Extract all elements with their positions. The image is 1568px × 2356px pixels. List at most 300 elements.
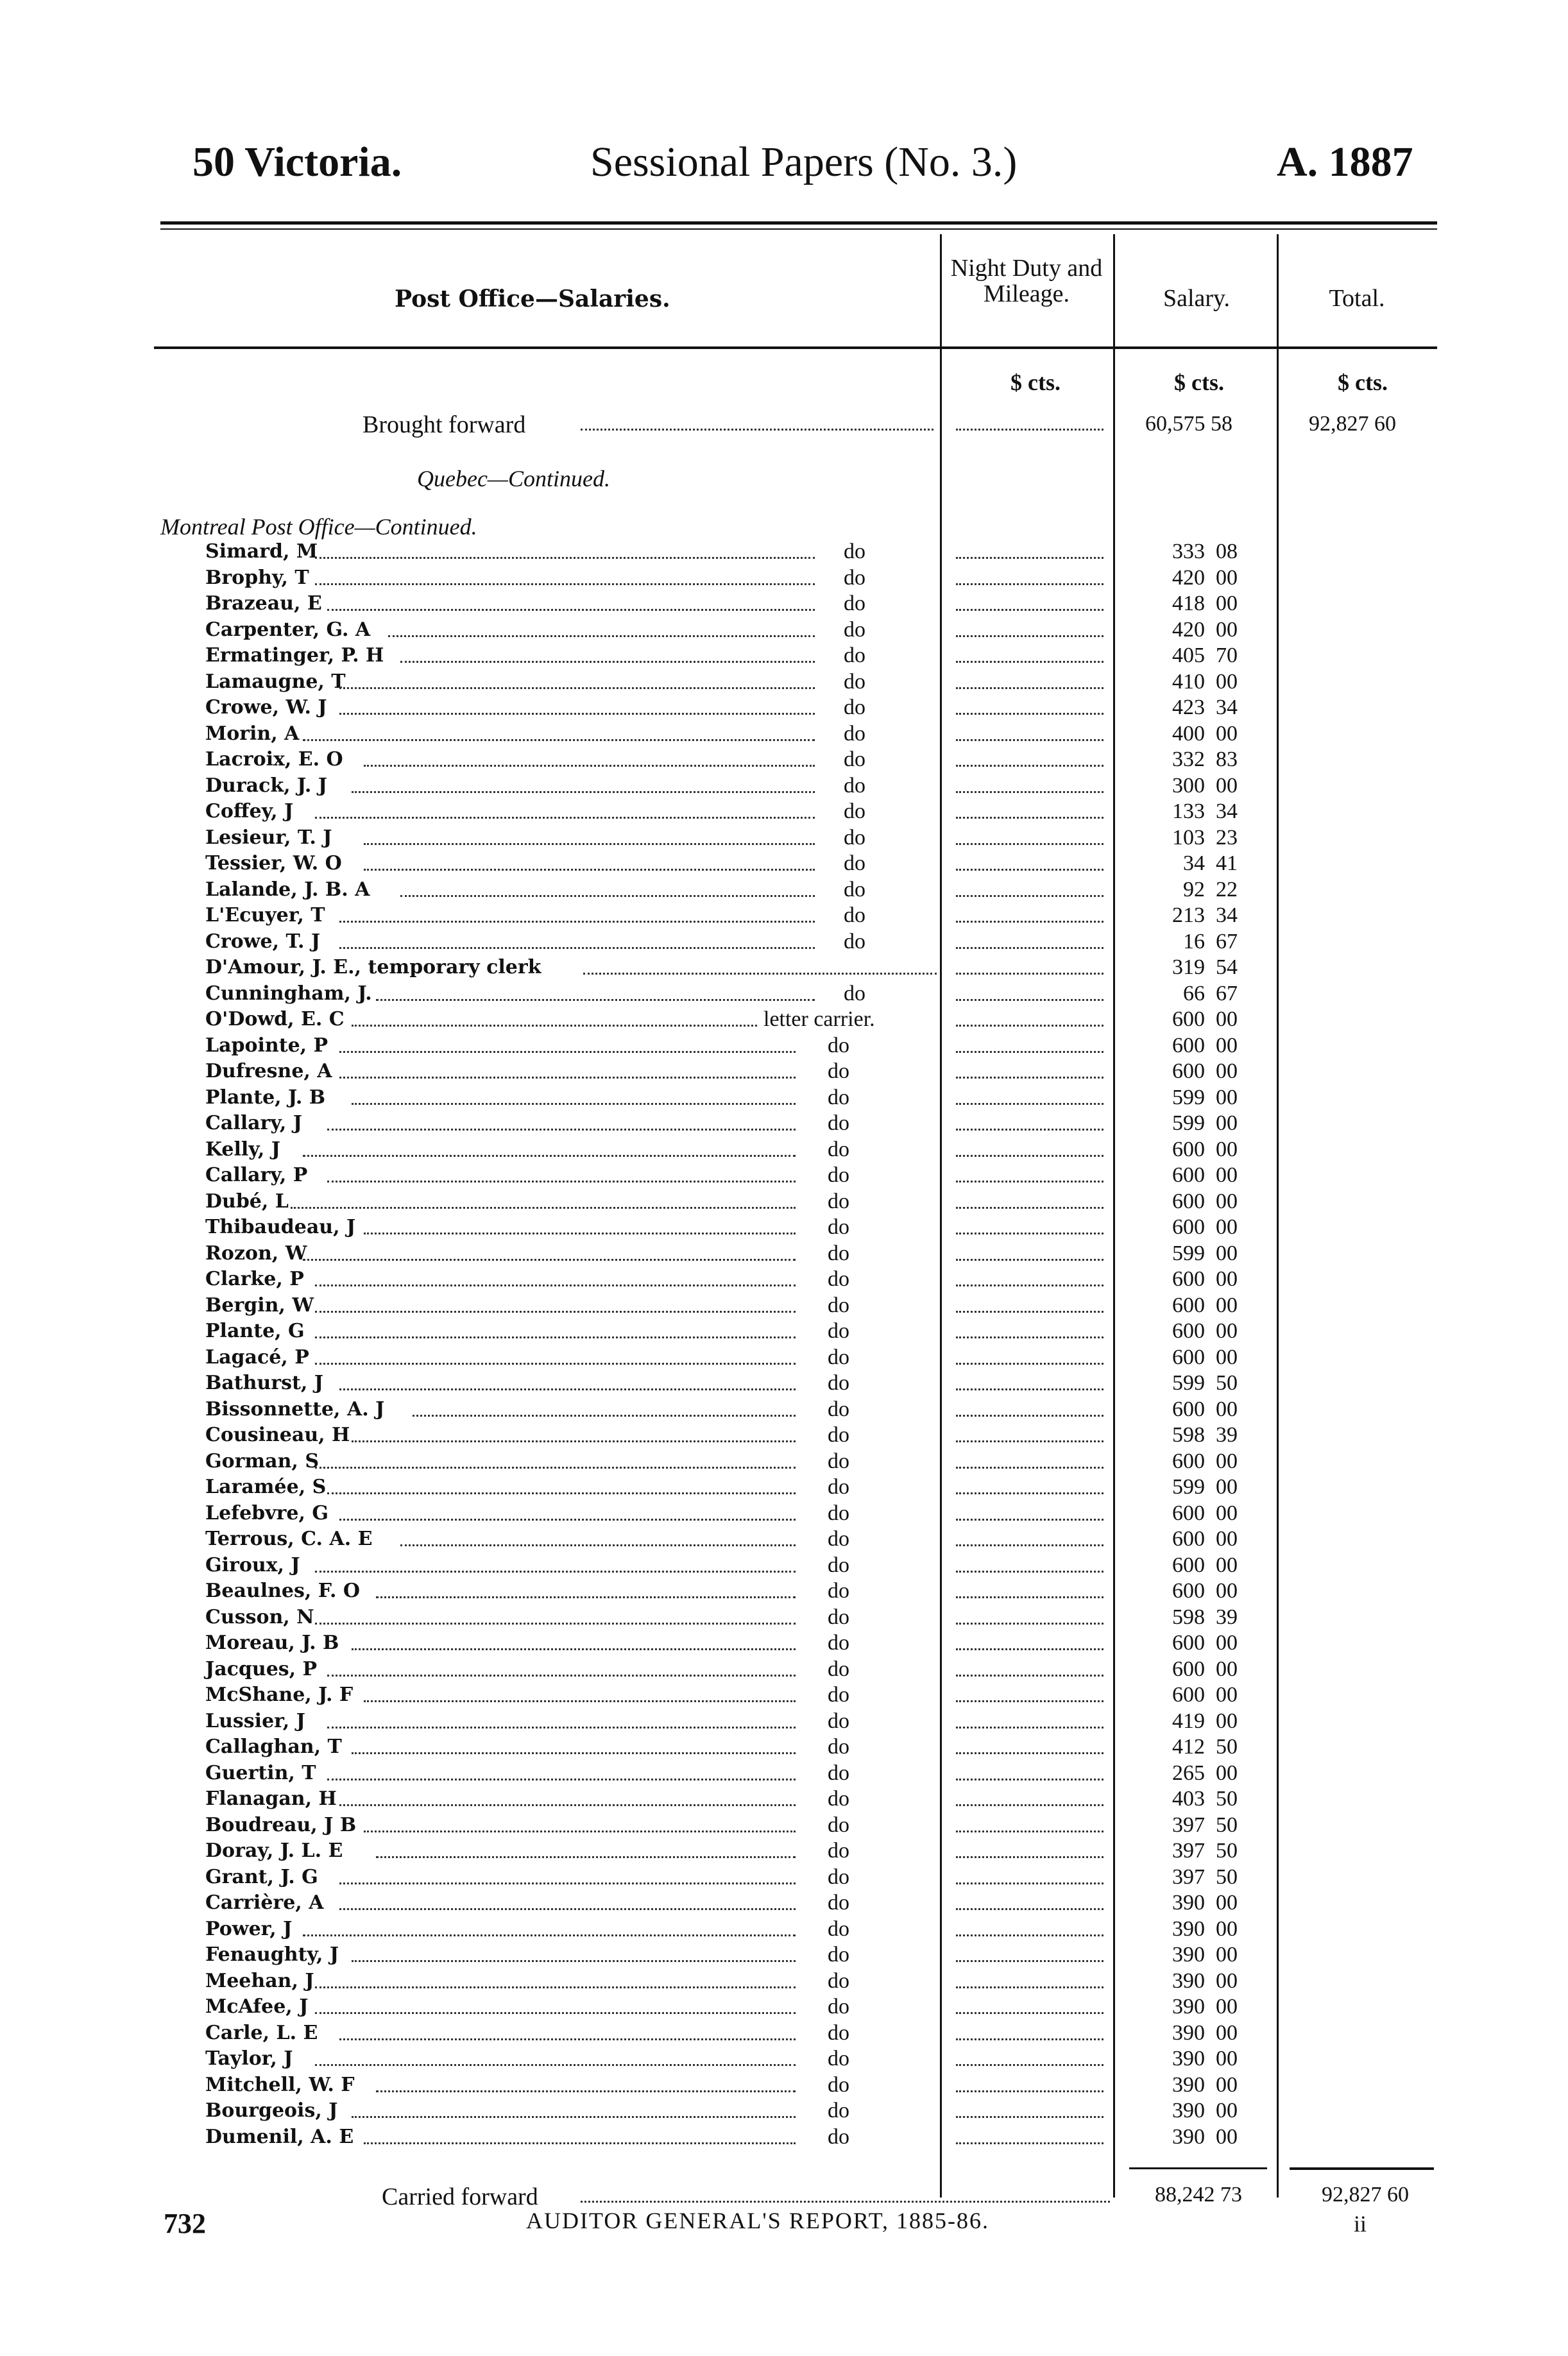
night-duty-leader bbox=[956, 921, 1104, 923]
salary-cents: 00 bbox=[1216, 1293, 1238, 1317]
salary-cents: 00 bbox=[1216, 617, 1238, 642]
night-duty-leader bbox=[956, 1934, 1104, 1936]
dot-leader bbox=[339, 687, 815, 689]
table-row bbox=[0, 1033, 1568, 1059]
employee-name: Bourgeois, J bbox=[205, 2099, 338, 2122]
employee-name: Crowe, W. J bbox=[205, 696, 327, 719]
employee-name: Thibaudeau, J bbox=[205, 1216, 356, 1238]
dot-leader bbox=[303, 1155, 796, 1157]
salary-dollars: 390 bbox=[1172, 2072, 1205, 2097]
table-row bbox=[0, 2124, 1568, 2150]
salary-dollars: 319 bbox=[1172, 955, 1205, 979]
salary-dollars: 600 bbox=[1172, 1501, 1205, 1525]
position-desc: do bbox=[844, 592, 865, 615]
header-year: A. 1887 bbox=[1277, 139, 1413, 185]
table-row bbox=[0, 1007, 1568, 1032]
table-row bbox=[0, 825, 1568, 851]
employee-name: Lalande, J. B. A bbox=[205, 878, 370, 901]
salary-dollars: 599 bbox=[1172, 1111, 1205, 1135]
salary-cents: 00 bbox=[1216, 1943, 1238, 1967]
employee-name: Gorman, S bbox=[205, 1449, 319, 1472]
employee-name: Lamaugne, T bbox=[205, 670, 346, 693]
dot-leader bbox=[315, 817, 815, 819]
dot-leader bbox=[364, 765, 815, 767]
salary-cents: 50 bbox=[1216, 1839, 1238, 1863]
table-row bbox=[0, 1163, 1568, 1188]
dot-leader bbox=[315, 557, 815, 559]
salary-dollars: 600 bbox=[1172, 1267, 1205, 1291]
table-row bbox=[0, 1345, 1568, 1370]
position-desc: do bbox=[844, 747, 865, 771]
table-title: Post Office—Salaries. bbox=[395, 286, 670, 312]
salary-dollars: 397 bbox=[1172, 1813, 1205, 1837]
employee-name: O'Dowd, E. C bbox=[205, 1008, 345, 1030]
employee-name: Plante, J. B bbox=[205, 1086, 326, 1109]
night-duty-leader bbox=[956, 1363, 1104, 1365]
employee-name: Coffey, J bbox=[205, 800, 294, 823]
salary-cents: 34 bbox=[1216, 799, 1238, 823]
position-desc: do bbox=[828, 1163, 849, 1187]
employee-name: Lagacé, P bbox=[205, 1345, 309, 1369]
table-row bbox=[0, 669, 1568, 695]
dot-leader bbox=[376, 2090, 796, 2092]
table-row bbox=[0, 1682, 1568, 1708]
salary-dollars: 390 bbox=[1172, 2099, 1205, 2122]
salary-cents: 54 bbox=[1216, 955, 1238, 979]
table-row bbox=[0, 955, 1568, 980]
salary-cents: 00 bbox=[1216, 1501, 1238, 1525]
employee-name: Bathurst, J bbox=[205, 1372, 323, 1394]
salary-cents: 00 bbox=[1216, 1215, 1238, 1239]
employee-name: Boudreau, J B bbox=[205, 1813, 357, 1836]
night-duty-leader bbox=[956, 1648, 1104, 1650]
dot-leader bbox=[364, 869, 815, 871]
night-duty-leader bbox=[956, 1129, 1104, 1131]
salary-cents: 23 bbox=[1216, 825, 1238, 849]
salary-dollars: 390 bbox=[1172, 2020, 1205, 2045]
salary-dollars: 420 bbox=[1172, 617, 1205, 642]
salary-dollars: 213 bbox=[1172, 903, 1205, 927]
employee-name: Brophy, T bbox=[205, 566, 309, 589]
table-row bbox=[0, 1501, 1568, 1526]
position-desc: do bbox=[844, 799, 865, 823]
table-row bbox=[0, 1994, 1568, 2020]
units-salary: $ cts. bbox=[1174, 370, 1224, 395]
salary-dollars: 420 bbox=[1172, 565, 1205, 590]
salary-cents: 50 bbox=[1216, 1865, 1238, 1889]
table-row bbox=[0, 799, 1568, 824]
night-duty-leader bbox=[956, 791, 1104, 793]
employee-name: Cousineau, H bbox=[205, 1424, 350, 1446]
dot-leader bbox=[315, 1571, 796, 1573]
employee-name: Grant, J. G bbox=[205, 1865, 318, 1888]
units-total: $ cts. bbox=[1338, 370, 1388, 395]
table-row bbox=[0, 2072, 1568, 2098]
col-salary: Salary. bbox=[1163, 285, 1231, 312]
table-row bbox=[0, 1397, 1568, 1422]
page-number: 732 bbox=[164, 2208, 206, 2239]
table-row bbox=[0, 773, 1568, 799]
table-row bbox=[0, 695, 1568, 721]
salary-dollars: 600 bbox=[1172, 1059, 1205, 1083]
salary-cents: 00 bbox=[1216, 1267, 1238, 1291]
carried-forward-label: Carried forward bbox=[382, 2183, 538, 2210]
table-row bbox=[0, 1241, 1568, 1267]
salary-dollars: 600 bbox=[1172, 1137, 1205, 1161]
position-desc: do bbox=[828, 1553, 849, 1577]
table-row bbox=[0, 1111, 1568, 1136]
salary-dollars: 600 bbox=[1172, 1189, 1205, 1213]
night-duty-leader bbox=[956, 1467, 1104, 1469]
dot-leader bbox=[352, 1440, 796, 1442]
salary-cents: 34 bbox=[1216, 696, 1238, 719]
units-night: $ cts. bbox=[1010, 370, 1061, 395]
salary-dollars: 103 bbox=[1172, 825, 1205, 849]
dot-leader bbox=[315, 1285, 796, 1286]
dot-leader bbox=[339, 1388, 796, 1390]
night-duty-leader bbox=[956, 1259, 1104, 1261]
salary-cents: 00 bbox=[1216, 1683, 1238, 1707]
table-row bbox=[0, 1630, 1568, 1656]
employee-name: Dumenil, A. E bbox=[205, 2125, 354, 2148]
dot-leader bbox=[327, 1181, 796, 1182]
table-row bbox=[0, 981, 1568, 1007]
table-row bbox=[0, 2046, 1568, 2072]
employee-name: Dufresne, A bbox=[205, 1060, 332, 1082]
position-desc: do bbox=[828, 1761, 849, 1785]
salary-cents: 00 bbox=[1216, 1527, 1238, 1551]
employee-name: Moreau, J. B bbox=[205, 1632, 339, 1654]
position-desc: do bbox=[828, 1371, 849, 1395]
table-row bbox=[0, 617, 1568, 643]
night-duty-leader bbox=[956, 1336, 1104, 1338]
dot-leader bbox=[400, 1544, 796, 1546]
sum-rule-total bbox=[1290, 2167, 1434, 2170]
salary-cents: 00 bbox=[1216, 1033, 1238, 1057]
night-duty-leader bbox=[956, 1596, 1104, 1598]
salary-cents: 00 bbox=[1216, 1761, 1238, 1785]
brought-forward-total: 92,827 60 bbox=[1309, 412, 1396, 436]
night-duty-leader bbox=[956, 739, 1104, 741]
night-duty-leader bbox=[956, 1908, 1104, 1910]
position-desc: do bbox=[844, 773, 865, 798]
position-desc: do bbox=[844, 669, 865, 694]
salary-cents: 00 bbox=[1216, 1891, 1238, 1915]
night-duty-leader bbox=[956, 2116, 1104, 2118]
employee-name: D'Amour, J. E., temporary clerk bbox=[205, 956, 541, 978]
employee-name: McShane, J. F bbox=[205, 1684, 354, 1706]
position-desc: do bbox=[828, 1215, 849, 1239]
position-desc: do bbox=[828, 1943, 849, 1967]
employee-name: L'Ecuyer, T bbox=[205, 904, 325, 926]
dot-leader bbox=[339, 1519, 796, 1521]
carried-forward-total: 92,827 60 bbox=[1322, 2183, 1409, 2207]
employee-name: Guertin, T bbox=[205, 1761, 316, 1784]
night-duty-leader bbox=[956, 2012, 1104, 2014]
salary-cents: 00 bbox=[1216, 1968, 1238, 1993]
salary-cents: 00 bbox=[1216, 1163, 1238, 1187]
position-desc: do bbox=[828, 2020, 849, 2045]
dot-leader bbox=[583, 973, 937, 975]
table-row bbox=[0, 929, 1568, 955]
employee-name: Simard, M bbox=[205, 540, 318, 563]
table-row bbox=[0, 1474, 1568, 1500]
dot-leader bbox=[339, 921, 815, 923]
night-duty-leader bbox=[956, 1675, 1104, 1677]
night-duty-leader bbox=[956, 1856, 1104, 1858]
night-duty-leader bbox=[956, 1077, 1104, 1079]
position-desc: do bbox=[828, 1319, 849, 1343]
salary-cents: 00 bbox=[1216, 2099, 1238, 2122]
salary-dollars: 265 bbox=[1172, 1761, 1205, 1785]
dot-leader bbox=[327, 1727, 796, 1729]
table-row bbox=[0, 1865, 1568, 1890]
salary-dollars: 418 bbox=[1172, 592, 1205, 615]
salary-cents: 00 bbox=[1216, 721, 1238, 746]
night-duty-leader bbox=[956, 1623, 1104, 1625]
table-row bbox=[0, 877, 1568, 903]
employee-name: Cunningham, J. bbox=[205, 982, 372, 1005]
salary-dollars: 419 bbox=[1172, 1709, 1205, 1733]
night-duty-leader bbox=[956, 687, 1104, 689]
table-row bbox=[0, 721, 1568, 747]
night-duty-leader bbox=[956, 947, 1104, 949]
night-duty-leader bbox=[956, 1311, 1104, 1313]
night-duty-leader bbox=[956, 973, 1104, 975]
carried-forward-leader bbox=[581, 2201, 1110, 2203]
salary-cents: 00 bbox=[1216, 1319, 1238, 1343]
salary-cents: 00 bbox=[1216, 1449, 1238, 1473]
employee-name: Fenaughty, J bbox=[205, 1943, 339, 1966]
employee-name: Carrière, A bbox=[205, 1891, 324, 1914]
employee-name: Lussier, J bbox=[205, 1709, 305, 1732]
salary-cents: 00 bbox=[1216, 1397, 1238, 1421]
position-desc: do bbox=[828, 1631, 849, 1655]
table-row bbox=[0, 1657, 1568, 1682]
salary-cents: 50 bbox=[1216, 1371, 1238, 1395]
position-desc: do bbox=[844, 540, 865, 563]
night-duty-leader bbox=[956, 1155, 1104, 1157]
salary-cents: 00 bbox=[1216, 2047, 1238, 2070]
salary-dollars: 400 bbox=[1172, 721, 1205, 746]
employee-name: Laramée, S bbox=[205, 1476, 327, 1498]
night-duty-leader bbox=[956, 1779, 1104, 1780]
salary-cents: 50 bbox=[1216, 1813, 1238, 1837]
position-desc: do bbox=[844, 981, 865, 1005]
night-duty-leader bbox=[956, 661, 1104, 663]
salary-dollars: 405 bbox=[1172, 644, 1205, 667]
salary-cents: 00 bbox=[1216, 1137, 1238, 1161]
salary-cents: 70 bbox=[1216, 644, 1238, 667]
night-duty-leader bbox=[956, 1700, 1104, 1702]
office-heading: Montreal Post Office—Continued. bbox=[160, 514, 477, 540]
dot-leader bbox=[376, 999, 815, 1001]
dot-leader bbox=[352, 1025, 757, 1027]
salary-cents: 00 bbox=[1216, 1553, 1238, 1577]
employee-name: Bergin, W bbox=[205, 1293, 314, 1317]
position-desc: do bbox=[828, 1916, 849, 1941]
position-desc: do bbox=[844, 696, 865, 719]
salary-dollars: 390 bbox=[1172, 2124, 1205, 2149]
salary-dollars: 600 bbox=[1172, 1007, 1205, 1031]
salary-cents: 00 bbox=[1216, 1631, 1238, 1655]
table-row bbox=[0, 1761, 1568, 1786]
table-row bbox=[0, 1059, 1568, 1084]
employee-name: Kelly, J bbox=[205, 1138, 280, 1161]
night-duty-leader bbox=[956, 1025, 1104, 1027]
salary-dollars: 403 bbox=[1172, 1787, 1205, 1811]
salary-dollars: 599 bbox=[1172, 1371, 1205, 1395]
position-desc: do bbox=[828, 1293, 849, 1317]
position-desc: do bbox=[828, 1423, 849, 1447]
brought-forward-salary: 60,575 58 bbox=[1145, 412, 1232, 436]
salary-cents: 00 bbox=[1216, 2072, 1238, 2097]
table-row bbox=[0, 2098, 1568, 2124]
salary-dollars: 397 bbox=[1172, 1839, 1205, 1863]
header-title: Sessional Papers (No. 3.) bbox=[590, 139, 1018, 185]
salary-dollars: 599 bbox=[1172, 1241, 1205, 1265]
dot-leader bbox=[352, 1752, 796, 1754]
table-row bbox=[0, 591, 1568, 617]
table-row bbox=[0, 1137, 1568, 1163]
table-row bbox=[0, 1526, 1568, 1552]
salary-dollars: 390 bbox=[1172, 1943, 1205, 1967]
salary-cents: 00 bbox=[1216, 669, 1238, 694]
position-desc: do bbox=[844, 565, 865, 590]
top-rule bbox=[160, 221, 1437, 225]
salary-dollars: 600 bbox=[1172, 1553, 1205, 1577]
position-desc: do bbox=[828, 1865, 849, 1889]
salary-cents: 00 bbox=[1216, 1189, 1238, 1213]
position-desc: do bbox=[828, 1501, 849, 1525]
employee-name: Callary, P bbox=[205, 1164, 308, 1186]
position-desc: do bbox=[828, 1735, 849, 1759]
dot-leader bbox=[388, 635, 815, 637]
salary-dollars: 92 bbox=[1183, 877, 1205, 901]
col-total: Total. bbox=[1329, 285, 1385, 312]
salary-dollars: 333 bbox=[1172, 540, 1205, 563]
employee-name: Lesieur, T. J bbox=[205, 826, 332, 849]
dot-leader bbox=[327, 1129, 796, 1131]
employee-name: Rozon, W bbox=[205, 1242, 307, 1265]
position-desc: do bbox=[828, 1787, 849, 1811]
night-duty-leader bbox=[956, 1882, 1104, 1884]
salary-cents: 00 bbox=[1216, 1579, 1238, 1603]
employee-name: Terrous, C. A. E bbox=[205, 1528, 373, 1550]
position-desc: do bbox=[828, 1345, 849, 1369]
salary-cents: 67 bbox=[1216, 981, 1238, 1005]
dot-leader bbox=[364, 843, 815, 845]
night-duty-leader bbox=[956, 1103, 1104, 1105]
salary-dollars: 600 bbox=[1172, 1215, 1205, 1239]
dot-leader bbox=[315, 1467, 796, 1469]
table-row bbox=[0, 565, 1568, 591]
night-duty-leader bbox=[956, 2142, 1104, 2144]
employee-name: Flanagan, H bbox=[205, 1788, 337, 1810]
position-desc: do bbox=[828, 1449, 849, 1473]
position-desc: do bbox=[828, 2124, 849, 2149]
employee-name: Dubé, L bbox=[205, 1190, 289, 1213]
dot-leader bbox=[327, 1779, 796, 1780]
table-row bbox=[0, 1786, 1568, 1812]
night-duty-leader bbox=[956, 1986, 1104, 1988]
salary-dollars: 410 bbox=[1172, 669, 1205, 694]
employee-name: Lefebvre, G bbox=[205, 1501, 328, 1524]
dot-leader bbox=[303, 1259, 796, 1261]
salary-dollars: 600 bbox=[1172, 1033, 1205, 1057]
dot-leader bbox=[376, 1596, 796, 1598]
position-desc: do bbox=[828, 1657, 849, 1681]
position-desc: do bbox=[828, 1527, 849, 1551]
employee-name: Meehan, J bbox=[205, 1969, 314, 1992]
salary-dollars: 600 bbox=[1172, 1319, 1205, 1343]
table-row bbox=[0, 1942, 1568, 1968]
position-desc: do bbox=[828, 1059, 849, 1083]
position-desc: do bbox=[844, 851, 865, 875]
table-row bbox=[0, 851, 1568, 876]
salary-cents: 00 bbox=[1216, 1059, 1238, 1083]
salary-dollars: 34 bbox=[1183, 851, 1205, 875]
night-duty-leader bbox=[956, 557, 1104, 559]
salary-dollars: 390 bbox=[1172, 1916, 1205, 1941]
table-row bbox=[0, 1293, 1568, 1319]
table-row bbox=[0, 1734, 1568, 1760]
position-desc: do bbox=[828, 1709, 849, 1733]
table-row bbox=[0, 1968, 1568, 1994]
salary-cents: 00 bbox=[1216, 1657, 1238, 1681]
dot-leader bbox=[303, 1934, 796, 1936]
salary-dollars: 300 bbox=[1172, 773, 1205, 798]
position-desc: do bbox=[828, 1267, 849, 1291]
table-row bbox=[0, 1189, 1568, 1215]
employee-name: Beaulnes, F. O bbox=[205, 1580, 361, 1602]
sum-rule-salary bbox=[1129, 2167, 1267, 2169]
position-desc: letter carrier. bbox=[763, 1007, 875, 1031]
position-desc: do bbox=[828, 2099, 849, 2122]
top-rule-thin bbox=[160, 228, 1437, 230]
footer-signature: ii bbox=[1354, 2211, 1367, 2237]
salary-cents: 00 bbox=[1216, 565, 1238, 590]
table-row bbox=[0, 1267, 1568, 1292]
position-desc: do bbox=[844, 825, 865, 849]
dot-leader bbox=[303, 739, 815, 741]
salary-dollars: 600 bbox=[1172, 1527, 1205, 1551]
night-duty-leader bbox=[956, 817, 1104, 819]
position-desc: do bbox=[828, 2072, 849, 2097]
dot-leader bbox=[315, 1363, 796, 1365]
salary-dollars: 600 bbox=[1172, 1657, 1205, 1681]
salary-dollars: 66 bbox=[1183, 981, 1205, 1005]
salary-cents: 50 bbox=[1216, 1735, 1238, 1759]
dot-leader bbox=[315, 583, 815, 585]
night-duty-leader bbox=[956, 1960, 1104, 1962]
position-desc: do bbox=[844, 877, 865, 901]
position-desc: do bbox=[828, 2047, 849, 2070]
salary-dollars: 390 bbox=[1172, 1891, 1205, 1915]
salary-dollars: 390 bbox=[1172, 2047, 1205, 2070]
position-desc: do bbox=[828, 1137, 849, 1161]
position-desc: do bbox=[828, 1968, 849, 1993]
salary-cents: 50 bbox=[1216, 1787, 1238, 1811]
position-desc: do bbox=[828, 1891, 849, 1915]
employee-name: Ermatinger, P. H bbox=[205, 644, 384, 667]
position-desc: do bbox=[844, 929, 865, 953]
salary-dollars: 599 bbox=[1172, 1085, 1205, 1109]
table-row bbox=[0, 2020, 1568, 2046]
salary-dollars: 600 bbox=[1172, 1163, 1205, 1187]
salary-dollars: 390 bbox=[1172, 1995, 1205, 2019]
salary-cents: 83 bbox=[1216, 747, 1238, 771]
